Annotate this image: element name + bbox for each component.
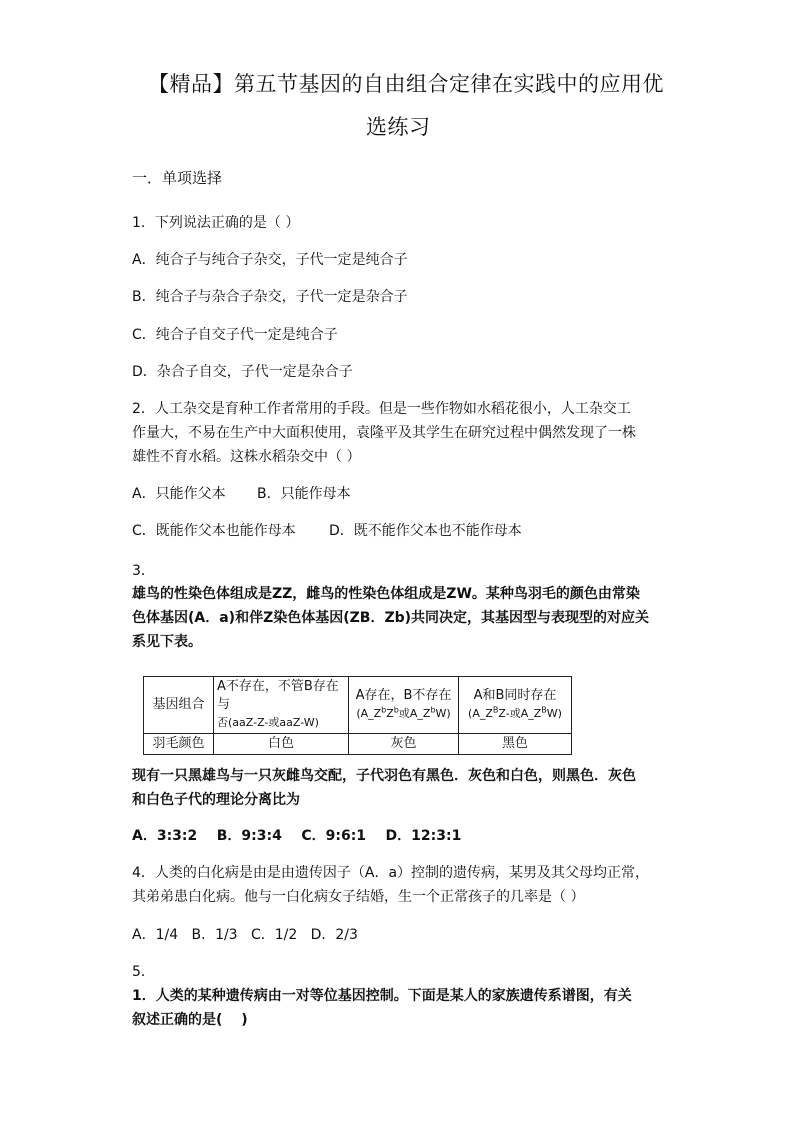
cell-text: A和B同时存在 <box>473 688 557 703</box>
q3-options: A．3:3:2 B．9:3:4 C．9:6:1 D．12:3:1 <box>132 828 462 844</box>
q4-line-1: 4．人类的白化病是由是由遗传因子（A．a）控制的遗传病，某男及其父母均正常， <box>132 865 650 881</box>
q1-stem: 1．下列说法正确的是（ ） <box>132 215 300 231</box>
q2-option-d: D．既不能作父本也不能作母本 <box>329 523 522 539</box>
title-line-1: 【精品】第五节基因的自由组合定律在实践中的应用优 <box>148 72 664 96</box>
q2-line-2: 作量大，不易在生产中大面积使用，袁隆平及其学生在研究过程中偶然发现了一株 <box>132 425 636 441</box>
q3-line-3: 系见下表。 <box>132 634 202 650</box>
title-line-2: 选练习 <box>366 115 431 139</box>
q3-line-1: 雄鸟的性染色体组成是ZZ，雌鸟的性染色体组成是ZW。某种鸟羽毛的颜色由常染 <box>132 586 640 602</box>
genotype-table <box>143 676 572 755</box>
q5-number: 5． <box>132 964 155 980</box>
q3-number: 3． <box>132 563 155 579</box>
table-header-cell <box>349 677 459 734</box>
cell-text: ($A\_Z^bZ^b$或$A\_Z^bW$) <box>356 705 451 720</box>
q3-line-5: 和白色子代的理论分离比为 <box>132 792 300 808</box>
q2-option-c: C．既能作父本也能作母本 <box>132 523 296 539</box>
table-header-cell <box>459 677 572 734</box>
cell-text: ($A\_Z^BZ-$或$A\_Z^BW$) <box>468 705 562 720</box>
q2-line-1: 2．人工杂交是育种工作者常用的手段。但是一些作物如水稻花很小，人工杂交工 <box>132 401 631 417</box>
table-cell: 白色 <box>214 734 349 755</box>
table-row-label: 羽毛颜色 <box>144 734 214 755</box>
q5-line-2: 叙述正确的是( ) <box>132 1012 248 1028</box>
section-heading: 一．单项选择 <box>132 169 223 187</box>
q4-line-2: 其弟弟患白化病。他与一白化病女子结婚，生一个正常孩子的几率是（ ） <box>132 889 585 905</box>
table-cell: 灰色 <box>349 734 459 755</box>
q2-line-3: 雄性不育水稻。这株水稻杂交中（ ） <box>132 449 361 465</box>
cell-text: A不存在，不管B存在与 <box>217 679 339 712</box>
q3-line-2: 色体基因(A．a)和伴Z染色体基因(ZB．Zb)共同决定，其基因型与表现型的对应关 <box>132 610 650 626</box>
table-header-cell <box>214 677 349 734</box>
q2-option-a: A．只能作父本 <box>132 486 226 502</box>
q5-line-1: 1．人类的某种遗传病由一对等位基因控制。下面是某人的家族遗传系谱图，有关 <box>132 988 632 1004</box>
cell-text: 否(aaZ-Z-或aaZ-W) <box>217 716 319 729</box>
table-header-cell: 基因组合 <box>144 677 214 734</box>
cell-text: A存在，B不存在 <box>355 688 452 703</box>
q1-option-a: A．纯合子与纯合子杂交，子代一定是纯合子 <box>132 252 408 268</box>
q4-options: A．1/4 B．1/3 C．1/2 D．2/3 <box>132 927 358 943</box>
q1-option-c: C．纯合子自交子代一定是纯合子 <box>132 327 338 343</box>
q3-line-4: 现有一只黑雄鸟与一只灰雌鸟交配，子代羽色有黑色．灰色和白色，则黑色．灰色 <box>132 768 636 784</box>
q1-option-b: B．纯合子与杂合子杂交，子代一定是杂合子 <box>132 289 408 305</box>
q1-option-d: D．杂合子自交，子代一定是杂合子 <box>132 364 353 380</box>
table-cell: 黑色 <box>459 734 572 755</box>
q2-option-b: B．只能作母本 <box>257 486 351 502</box>
